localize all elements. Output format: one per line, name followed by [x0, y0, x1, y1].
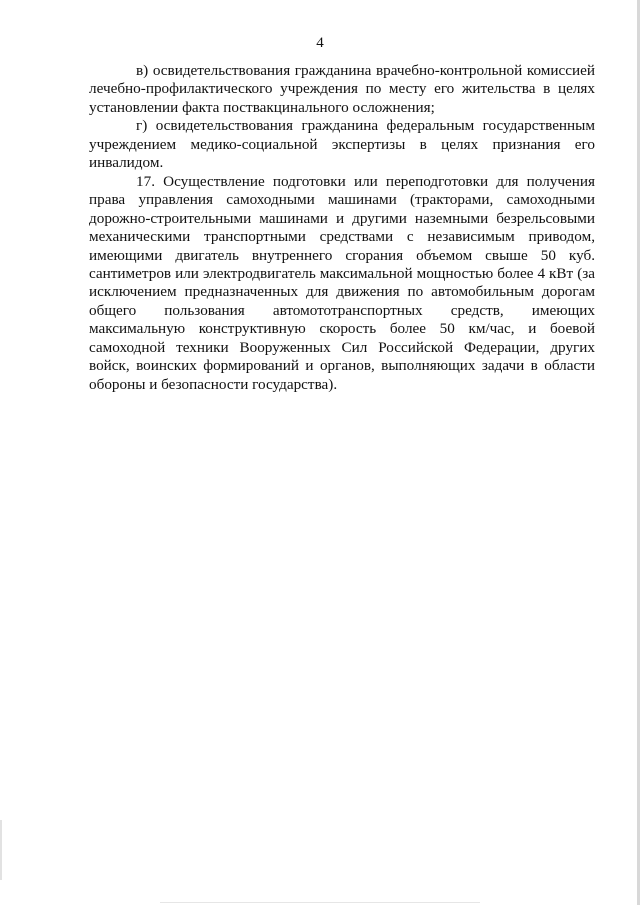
paragraph-clause-17: 17. Осуществление подготовки или переподготовки для получения права управления самоходными машинами (тракторами, самоходными дорожно-строительными машинами и другими наземными безрельсовыми механическими транспортными средствами с независимым приводом, имеющими двигатель внутреннего сгорания объемом свыше 50 куб. сантиметров или электродвигатель максимальной мощностью более 4 кВт (за исключением предназначенных для движения по автомобильным дорогам общего пользования автомототранспортных средств, имеющих максимальную конструктивную скорость более 50 км/час, и боевой самоходной техники Вооруженных Сил Российской Федерации, других войск, воинских формирований и органов, выполняющих задачи в области обороны и безопасности государства).: [89, 172, 595, 393]
paragraph-item-v: в) освидетельствования гражданина врачебно-контрольной комиссией лечебно-профилактического учреждения по месту его жительства в целях установлении факта поствакцинального осложнения;: [89, 62, 595, 116]
scan-edge-left: [0, 820, 2, 880]
document-body: [89, 62, 595, 394]
scan-artifact-bottom: [160, 902, 480, 903]
page-number: 4: [316, 35, 324, 51]
paragraph-item-g: г) освидетельствования гражданина федеральным государственным учреждением медико-социальной экспертизы в целях признания его инвалидом.: [89, 117, 595, 172]
